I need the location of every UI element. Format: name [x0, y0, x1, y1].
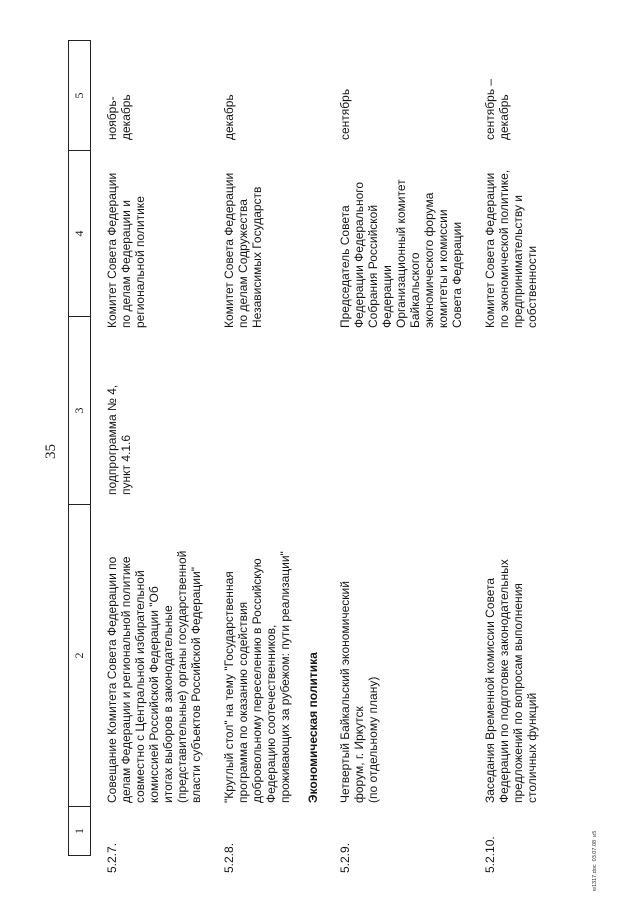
responsible-cell: Комитет Совета Федерации по делам Федерации и региональной политике	[105, 172, 147, 328]
basis-cell: подпрограмма № 4, пункт 4.1.6	[105, 384, 133, 495]
period-cell: ноябрь- декабрь	[105, 94, 133, 140]
file-footer-note: w1317.doc 03.07.08 и5	[592, 830, 598, 891]
event-cell: Заседания Временной комиссии Совета Федерации по подготовке законодательных предложений по вопросам выполнения столичных функций	[483, 559, 539, 803]
column-header-4: 4	[69, 150, 90, 316]
period-cell: сентябрь – декабрь	[483, 78, 511, 140]
row-number: 5.2.9.	[338, 842, 352, 873]
period-cell: сентябрь	[338, 88, 352, 140]
table-row	[338, 0, 464, 900]
table-row	[105, 0, 203, 900]
responsible-cell: Председатель Совета Федерации Федерального Собрания Российской Федерации Организационный комитет Байкальского экономического форума комитеты и комиссии Совета Федерации	[338, 179, 464, 328]
row-number: 5.2.7.	[105, 842, 119, 873]
period-cell: декабрь	[222, 94, 236, 140]
row-number: 5.2.10.	[483, 836, 497, 873]
column-header-3: 3	[69, 316, 90, 504]
responsible-cell: Комитет Совета Федерации по делам Содружества Независимых Государств	[222, 172, 264, 328]
table-row	[222, 0, 292, 900]
column-header-2: 2	[69, 504, 90, 806]
section-heading: Экономическая политика	[306, 652, 320, 803]
column-header-1: 1	[69, 806, 90, 855]
event-cell: Совещание Комитета Совета Федерации по делам Федерации и региональной политике совместно с Центральной избирательной комиссией Российской Федерации "Об итогах выборов в законодательные (представительные) органы государственной власти субъектов Российской Федерации"	[105, 550, 203, 803]
event-cell: "Круглый стол" на тему "Государственная программа по оказанию содействия добровольному переселению в Российскую Федерацию соотечественников, проживающих за рубежом: пути реализации"	[222, 551, 292, 803]
table-row	[483, 0, 539, 900]
event-cell: Четвертый Байкальский экономический форум, г. Иркутск (по отдельному плану)	[338, 581, 380, 803]
responsible-cell: Комитет Совета Федерации по экономической политике, предпринимательству и собственности	[483, 169, 539, 328]
table-header-row	[68, 40, 91, 856]
row-number: 5.2.8.	[222, 842, 236, 873]
column-header-5: 5	[72, 92, 86, 99]
page-number: 35	[43, 444, 59, 459]
